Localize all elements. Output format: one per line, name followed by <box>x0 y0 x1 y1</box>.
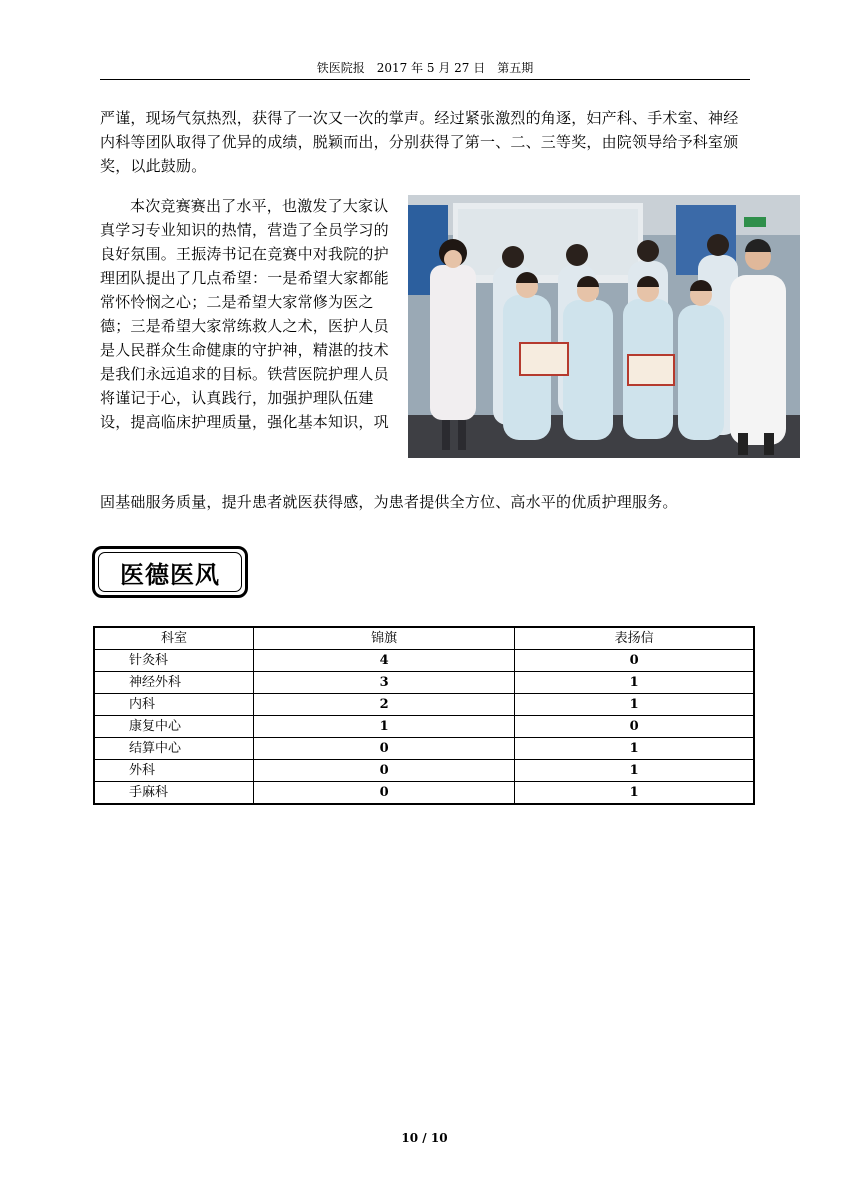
table-header-row <box>94 627 754 650</box>
letter-count-cell: 1 <box>515 672 754 694</box>
article-paragraph-2-text: 本次竞赛赛出了水平，也激发了大家认真学习专业知识的热情，营造了全员学习的良好氛围。王振涛书记在竞赛中对我院的护理团队提出了几点希望：一是希望大家都能常怀怜悯之心；二是希望大家常修为医之德；三是希望大家常练救人之术，医护人员是人民群众生命健康的守护神，精湛的技术是我们永远追求的目标。铁营医院护理人员将谨记于心，认真践行，加强护理队伍建设，提高临床护理质量，强化基本知识，巩 <box>100 197 389 431</box>
letter-count-cell: 1 <box>515 694 754 716</box>
article-paragraph-1: 严谨，现场气氛热烈，获得了一次又一次的掌声。经过紧张激烈的角逐，妇产科、手术室、神经内科等团队取得了优异的成绩，脱颖而出，分别获得了第一、二、三等奖，由院领导给予科室颁奖，以此鼓励。 <box>100 109 739 175</box>
table-row <box>94 760 754 782</box>
banner-count-cell: 1 <box>254 716 515 738</box>
letter-count-cell: 1 <box>515 760 754 782</box>
department-cell: 神经外科 <box>94 672 254 694</box>
column-header-letters: 表扬信 <box>515 627 754 650</box>
table-row <box>94 650 754 672</box>
department-cell: 康复中心 <box>94 716 254 738</box>
department-cell: 结算中心 <box>94 738 254 760</box>
department-cell: 外科 <box>94 760 254 782</box>
banner-count-cell: 4 <box>254 650 515 672</box>
banner-count-cell: 3 <box>254 672 515 694</box>
department-cell: 内科 <box>94 694 254 716</box>
table-row <box>94 738 754 760</box>
banner-count-cell: 0 <box>254 782 515 805</box>
letter-count-cell: 1 <box>515 782 754 805</box>
department-cell: 针灸科 <box>94 650 254 672</box>
letter-count-cell: 0 <box>515 650 754 672</box>
letter-count-cell: 0 <box>515 716 754 738</box>
column-header-banners: 锦旗 <box>254 627 515 650</box>
header-rule <box>100 79 750 80</box>
table-row <box>94 694 754 716</box>
article-paragraph-2 <box>100 194 400 434</box>
letter-count-cell: 1 <box>515 738 754 760</box>
table-row <box>94 782 754 805</box>
section-title-box <box>92 546 248 598</box>
group-photo-icon <box>408 195 800 458</box>
banner-count-cell: 2 <box>254 694 515 716</box>
group-photo <box>408 195 800 458</box>
banner-count-cell: 0 <box>254 738 515 760</box>
banner-count-cell: 0 <box>254 760 515 782</box>
running-header: 铁医院报 2017 年 5 月 27 日 第五期 <box>316 61 534 75</box>
page-number: 10 / 10 <box>401 1131 448 1145</box>
awards-table <box>93 626 755 805</box>
article-paragraph-3: 固基础服务质量，提升患者就医获得感，为患者提供全方位、高水平的优质护理服务。 <box>100 493 678 511</box>
table-row <box>94 672 754 694</box>
section-title: 医德医风 <box>98 552 242 592</box>
column-header-department: 科室 <box>94 627 254 650</box>
department-cell: 手麻科 <box>94 782 254 805</box>
table-row <box>94 716 754 738</box>
